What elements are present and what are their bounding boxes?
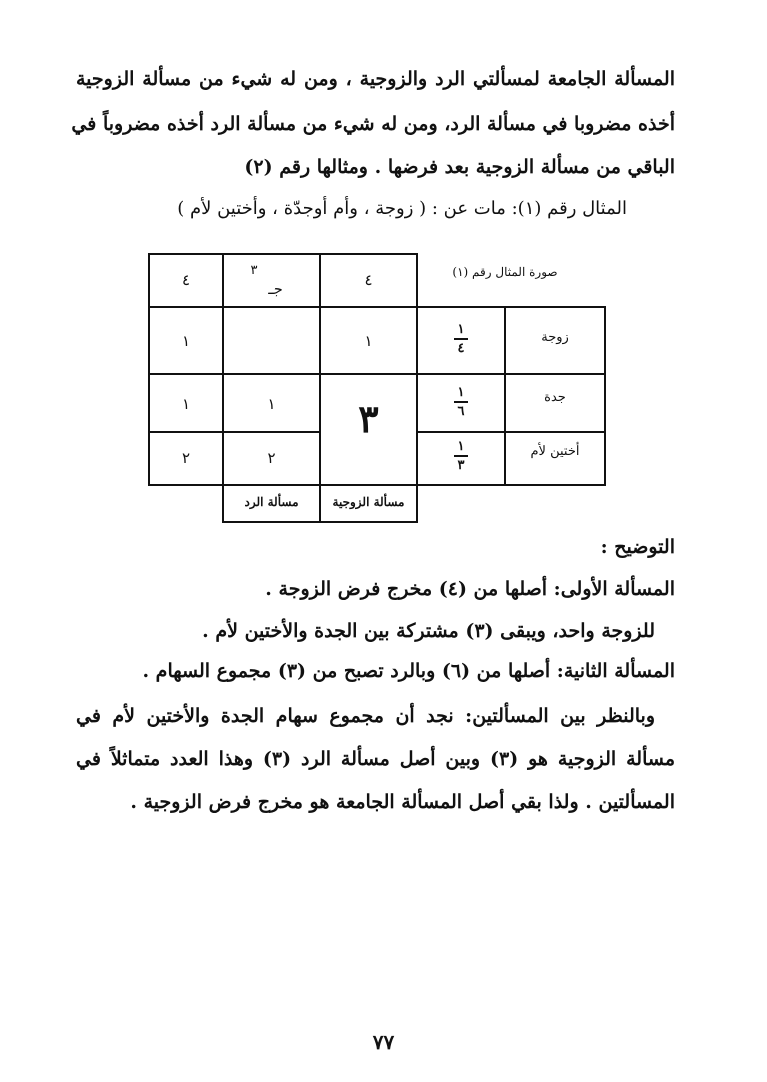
explanation-line-6: المسألتين . ولذا بقي أصل المسألة الجامعة هو مخرج فرض الزوجية .: [130, 791, 675, 813]
share-denominator: ٦: [457, 403, 465, 419]
explanation-line-2: للزوجة واحد، ويبقى (٣) مشتركة بين الجدة والأختين لأم .: [202, 620, 655, 642]
row-grandmother-share: [446, 386, 476, 418]
row-grandmother-jamia: ١: [181, 395, 191, 413]
paragraph-line-3: الباقي من مسألة الزوجية بعد فرضها . ومثالها رقم (٢): [244, 156, 675, 178]
row-wife-heir: زوجة: [541, 330, 569, 345]
explanation-line-4: وبالنظر بين المسألتين: نجد أن مجموع سهام الجدة والأختين لأم في: [76, 705, 655, 727]
share-denominator: ٣: [457, 457, 465, 473]
share-denominator: ٤: [457, 340, 465, 356]
fraction-bar: [454, 455, 468, 457]
row-wife-jamia: ١: [181, 332, 191, 350]
row-sisters-heir: أختين لأم: [530, 444, 580, 459]
inheritance-table: [0, 0, 767, 540]
fraction-bar: [454, 338, 468, 340]
header-jamia-value: ٤: [181, 271, 191, 289]
share-numerator: ١: [457, 385, 465, 400]
example-line: المثال رقم (١): مات عن : ( زوجة ، وأم أوجدّة ، وأختين لأم ): [177, 198, 627, 219]
page-number: ٧٧: [372, 1030, 395, 1054]
explanation-line-1: المسألة الأولى: أصلها من (٤) مخرج فرض الزوجة .: [265, 578, 675, 600]
paragraph-line-1: المسألة الجامعة لمسألتي الرد والزوجية ، ومن له شيء من مسألة الزوجية: [76, 68, 675, 90]
header-radd-value: ٣: [250, 263, 258, 278]
row-wife-share: [446, 323, 476, 355]
row-grandmother-radd: ١: [267, 395, 276, 413]
merged-zawjiya-value: ٣: [358, 396, 379, 441]
footer-radd-label: مسألة الرد: [244, 495, 299, 509]
footer-zawjiya-label: مسألة الزوجية: [332, 495, 405, 509]
header-radd-mark: جـ: [268, 280, 282, 298]
share-numerator: ١: [457, 439, 465, 454]
fraction-bar: [454, 401, 468, 403]
row-sisters-jamia: ٢: [181, 449, 191, 467]
paragraph-line-2: أخذه مضروبا في مسألة الرد، ومن له شيء من مسألة الرد أخذه مضروباً في: [71, 113, 675, 135]
explanation-line-5: مسألة الزوجية هو (٣) وبين أصل مسألة الرد (٣) وهذا العدد متماثلاً في: [76, 748, 676, 770]
explanation-heading: التوضيح :: [600, 536, 675, 558]
row-grandmother-heir: جدة: [544, 390, 566, 405]
explanation-line-3: المسألة الثانية: أصلها من (٦) وبالرد تصبح من (٣) مجموع السهام .: [142, 660, 675, 682]
header-zawjiya-value: ٤: [364, 271, 373, 289]
row-wife-zawjiya: ١: [364, 332, 373, 350]
row-sisters-radd: ٢: [267, 449, 276, 467]
share-numerator: ١: [457, 322, 465, 337]
table-caption: صورة المثال رقم (١): [452, 265, 558, 279]
row-sisters-share: [446, 440, 476, 472]
